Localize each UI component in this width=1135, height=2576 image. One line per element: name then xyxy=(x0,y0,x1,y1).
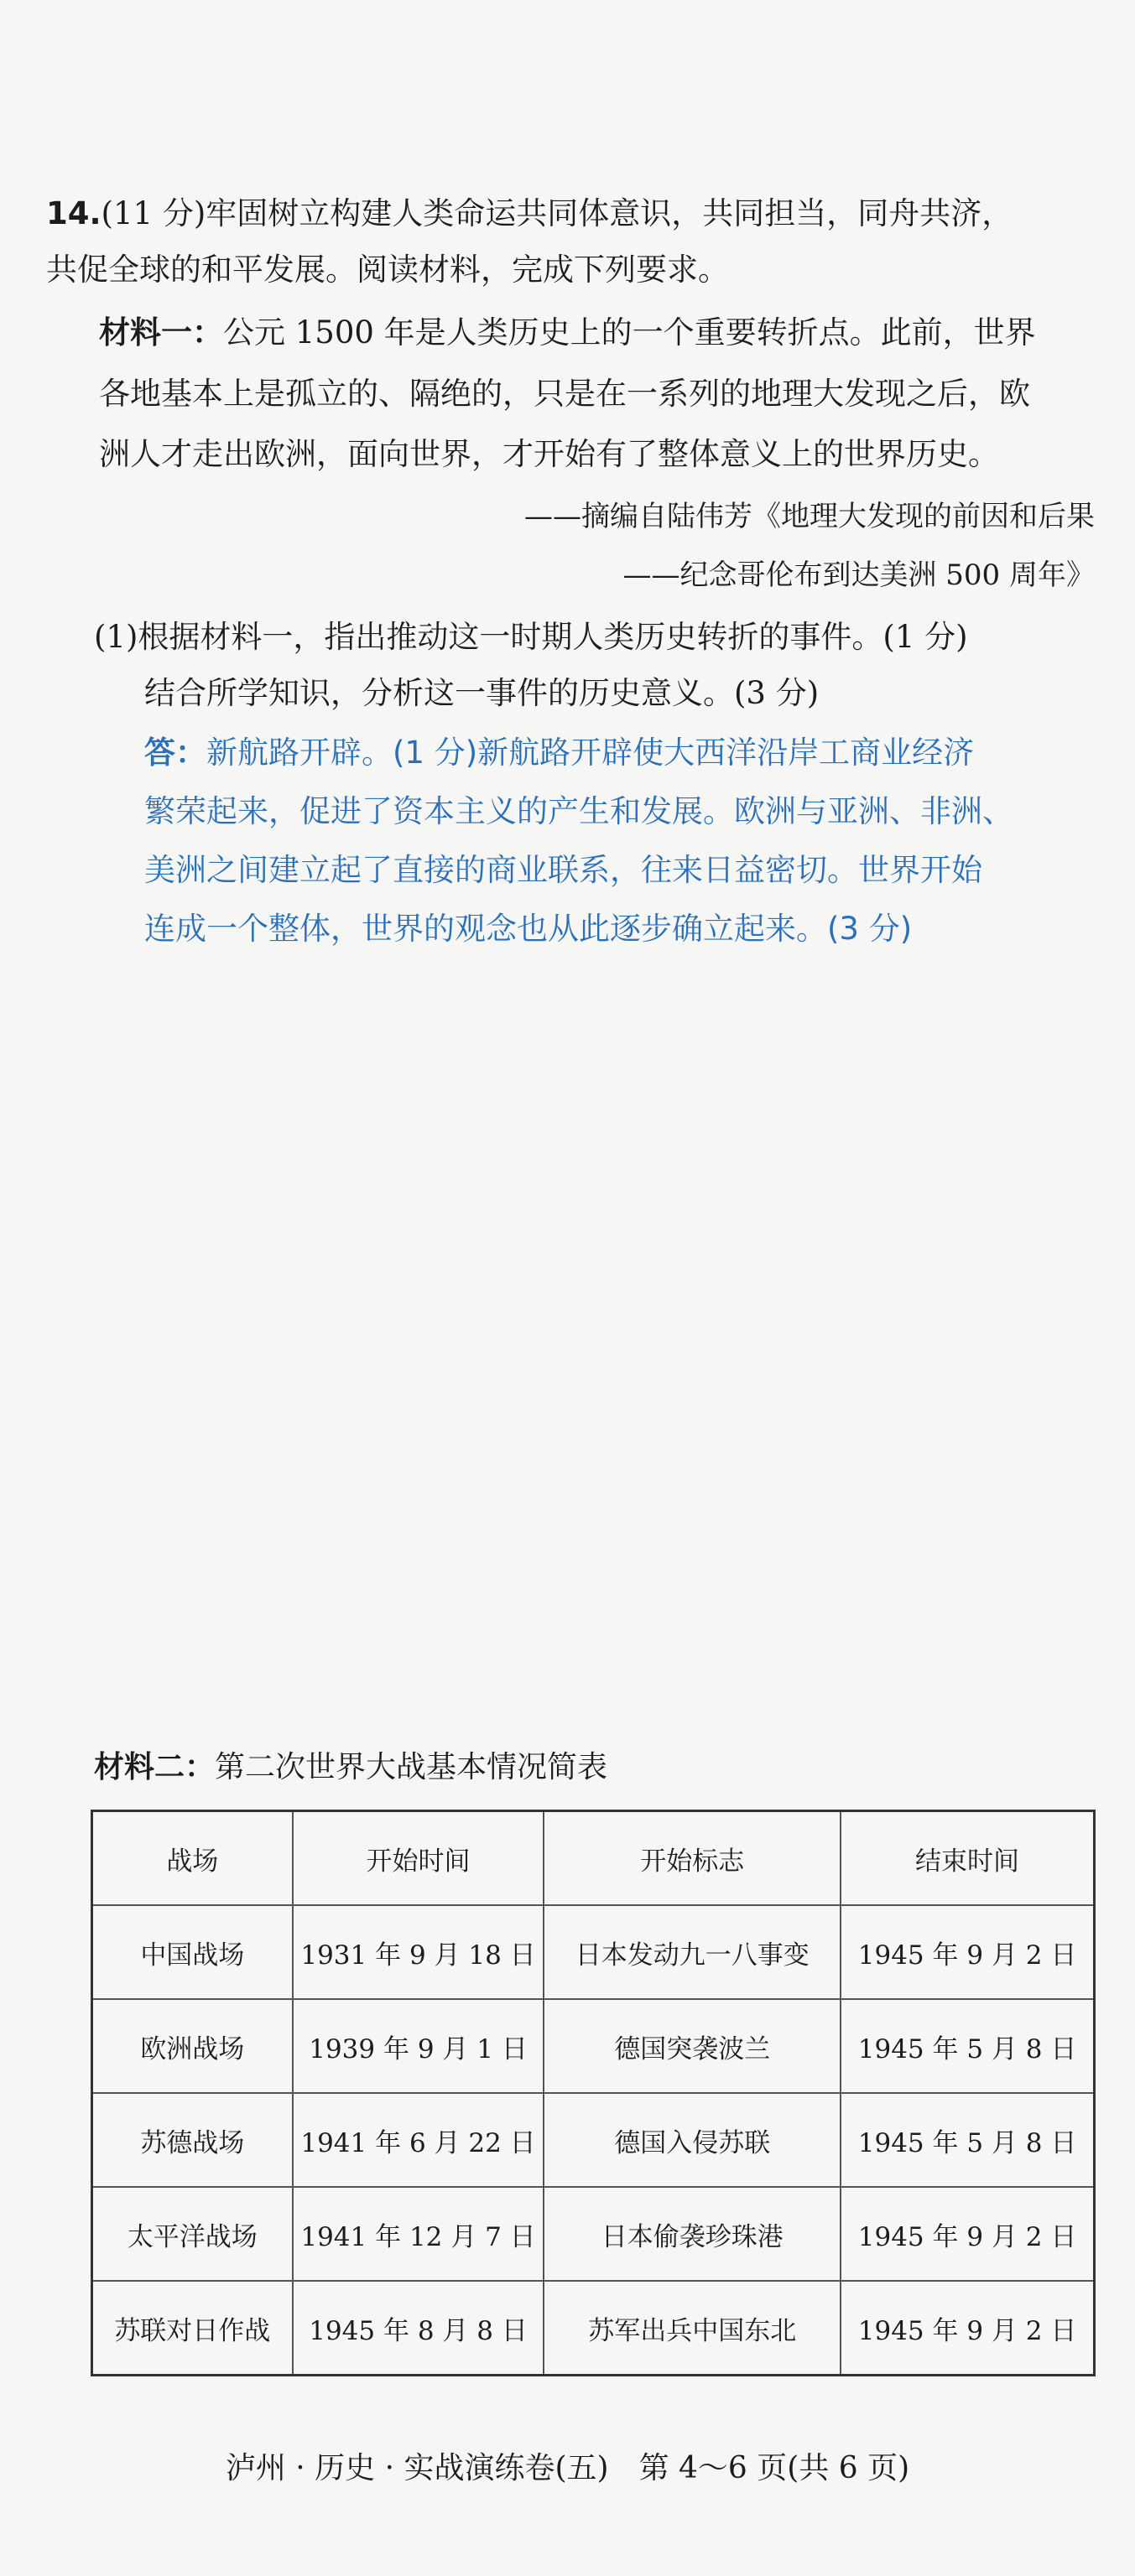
answer1-text-2: 繁荣起来，促进了资本主义的产生和发展。欧洲与亚洲、非洲、 xyxy=(144,793,1013,829)
answer1-text-4: 连成一个整体，世界的观念也从此逐步确立起来。(3 分) xyxy=(144,911,913,947)
material1-text-1: 公元 1500 年是人类历史上的一个重要转折点。此前，世界 xyxy=(223,314,1036,351)
table-cell: 1945 年 9 月 2 日 xyxy=(841,2281,1094,2376)
question-intro-2: 共促全球的和平发展。阅读材料，完成下列要求。 xyxy=(46,252,729,288)
table-row xyxy=(92,2281,1095,2376)
material1-line-1 xyxy=(99,312,1036,354)
table-cell: 苏联对日作战 xyxy=(92,2281,293,2376)
table-cell: 德国入侵苏联 xyxy=(544,2093,841,2187)
material1-source-2: ——纪念哥伦布到达美洲 500 周年》 xyxy=(622,558,1095,592)
material2-title: 第二次世界大战基本情况简表 xyxy=(215,1750,608,1784)
subquestion1-line-2: 结合所学知识，分析这一事件的历史意义。(3 分) xyxy=(144,675,820,711)
table-row xyxy=(92,1999,1095,2093)
table-cell: 欧洲战场 xyxy=(92,1999,293,2093)
table-header-cell: 结束时间 xyxy=(841,1811,1094,1906)
table-cell: 太平洋战场 xyxy=(92,2187,293,2281)
subquestion1-line-1: (1)根据材料一，指出推动这一时期人类历史转折的事件。(1 分) xyxy=(94,619,968,655)
table-row xyxy=(92,2187,1095,2281)
table-header-row xyxy=(92,1811,1095,1906)
table-cell: 1945 年 5 月 8 日 xyxy=(841,2093,1094,2187)
table-cell: 1931 年 9 月 18 日 xyxy=(293,1905,544,1999)
material1-text-2: 各地基本上是孤立的、隔绝的，只是在一系列的地理大发现之后，欧 xyxy=(99,376,1030,412)
table-header-cell: 开始标志 xyxy=(544,1811,841,1906)
answer1-text-1: 新航路开辟。(1 分)新航路开辟使大西洋沿岸工商业经济 xyxy=(206,735,975,771)
table-cell: 苏军出兵中国东北 xyxy=(544,2281,841,2376)
material1-text-3: 洲人才走出欧洲，面向世界，才开始有了整体意义上的世界历史。 xyxy=(99,436,999,472)
table-cell: 1945 年 5 月 8 日 xyxy=(841,1999,1094,2093)
material1-source-1: ——摘编自陆伟芳《地理大发现的前因和后果 xyxy=(524,500,1095,533)
table-row xyxy=(92,2093,1095,2187)
page-footer: 泸州 · 历史 · 实战演练卷(五) 第 4～6 页(共 6 页) xyxy=(225,2451,910,2485)
table-cell: 1945 年 9 月 2 日 xyxy=(841,2187,1094,2281)
table-cell: 1945 年 8 月 8 日 xyxy=(293,2281,544,2376)
table-cell: 1941 年 6 月 22 日 xyxy=(293,2093,544,2187)
answer-label: 答： xyxy=(144,735,206,771)
question-line-1 xyxy=(46,193,1013,235)
table-cell: 苏德战场 xyxy=(92,2093,293,2187)
question-intro-1: (11 分)牢固树立构建人类命运共同体意识，共同担当，同舟共济， xyxy=(101,195,1013,231)
material2-heading xyxy=(94,1747,607,1789)
answer1-line-1 xyxy=(144,732,974,774)
table-cell: 中国战场 xyxy=(92,1905,293,1999)
table-cell: 日本偷袭珍珠港 xyxy=(544,2187,841,2281)
wwii-summary-table xyxy=(91,1810,1096,2376)
answer1-text-3: 美洲之间建立起了直接的商业联系，往来日益密切。世界开始 xyxy=(144,852,982,888)
table-header-cell: 战场 xyxy=(92,1811,293,1906)
table-cell: 1945 年 9 月 2 日 xyxy=(841,1905,1094,1999)
question-number: 14. xyxy=(46,195,102,231)
table-cell: 1939 年 9 月 1 日 xyxy=(293,1999,544,2093)
table-cell: 1941 年 12 月 7 日 xyxy=(293,2187,544,2281)
table-cell: 德国突袭波兰 xyxy=(544,1999,841,2093)
table-cell: 日本发动九一八事变 xyxy=(544,1905,841,1999)
table-header-cell: 开始时间 xyxy=(293,1811,544,1906)
table-row xyxy=(92,1905,1095,1999)
material1-label: 材料一： xyxy=(99,314,223,351)
material2-label: 材料二： xyxy=(94,1750,216,1784)
